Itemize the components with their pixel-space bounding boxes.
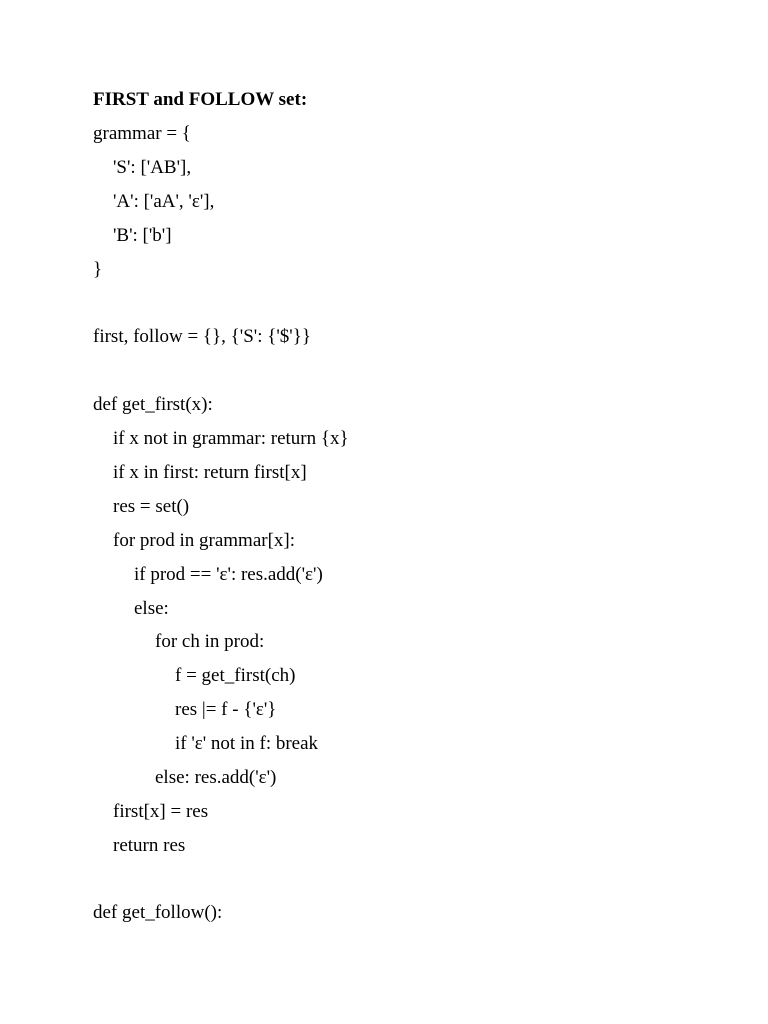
code-line: else: (134, 598, 169, 619)
code-line: else: res.add('ε') (155, 767, 277, 788)
code-line: first[x] = res (113, 801, 209, 822)
code-line: grammar = { (93, 123, 191, 144)
code-line: if 'ε' not in f: break (175, 733, 319, 754)
document-heading: FIRST and FOLLOW set: (93, 89, 308, 110)
code-line: if x not in grammar: return {x} (113, 428, 349, 449)
code-line: 'S': ['AB'], (113, 157, 192, 178)
code-line: first, follow = {}, {'S': {'$'}} (93, 326, 311, 347)
code-line: } (93, 259, 103, 280)
code-line: f = get_first(ch) (175, 665, 296, 686)
code-line: res |= f - {'ε'} (175, 699, 277, 720)
code-line: return res (113, 835, 186, 856)
code-line: if x in first: return first[x] (113, 462, 307, 483)
code-line: for ch in prod: (155, 631, 265, 652)
code-line: if prod == 'ε': res.add('ε') (134, 564, 323, 585)
code-line: 'A': ['aA', 'ε'], (113, 191, 215, 212)
code-line: 'B': ['b'] (113, 225, 172, 246)
code-line: res = set() (113, 496, 190, 517)
code-line: def get_first(x): (93, 394, 213, 415)
code-line: for prod in grammar[x]: (113, 530, 296, 551)
code-line: def get_follow(): (93, 902, 223, 923)
